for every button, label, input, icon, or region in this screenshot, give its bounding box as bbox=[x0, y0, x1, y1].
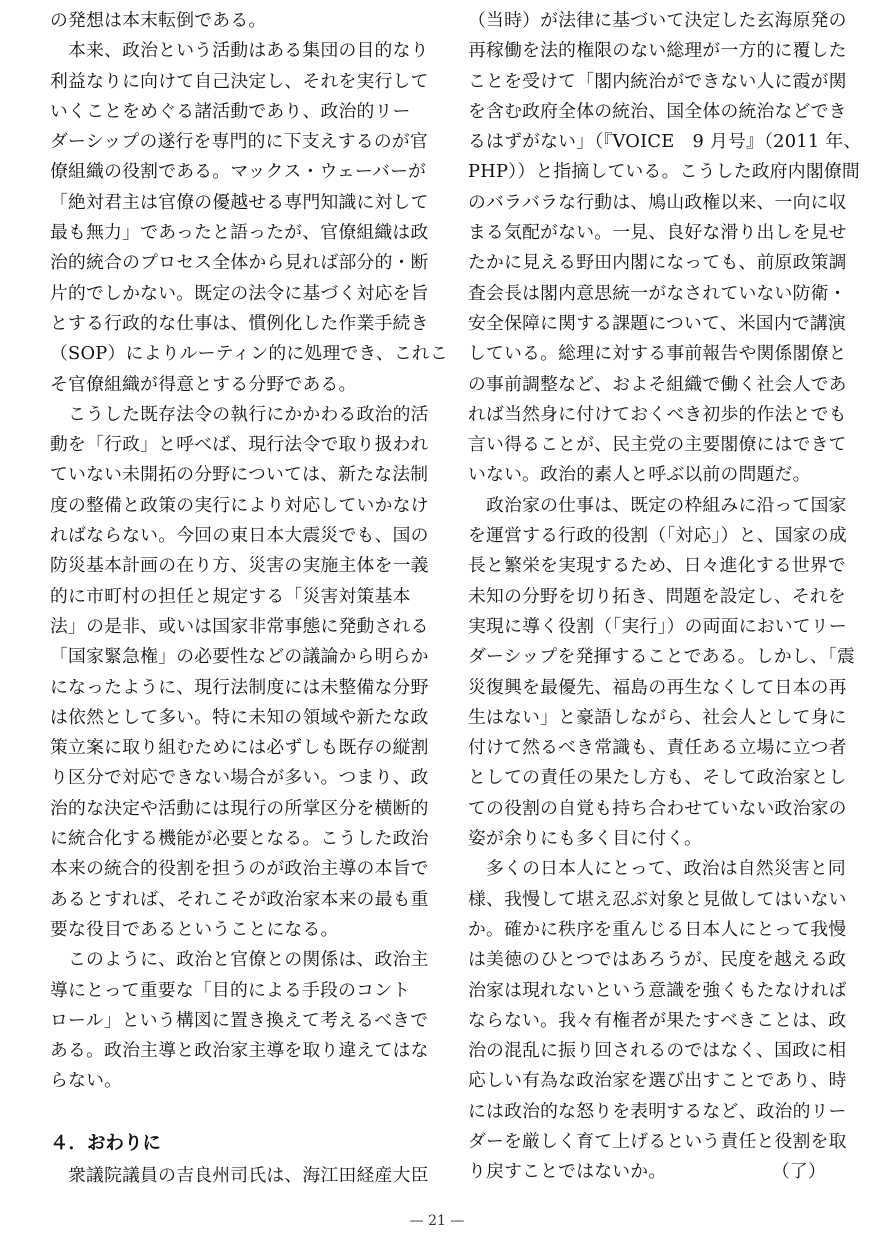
text-line: いない。政治的素人と呼ぶ以前の問題だ。 bbox=[468, 464, 811, 486]
right-column bbox=[468, 6, 862, 1188]
text-line: 動を「行政」と呼べば、現行法令で取り扱われ bbox=[50, 434, 429, 456]
text-line: の事前調整など、およそ組織で働く社会人であ bbox=[468, 373, 847, 395]
text-line: 導にとって重要な「目的による手段のコント bbox=[50, 979, 411, 1001]
text-line: ダーシップの遂行を専門的に下支えするのが官 bbox=[50, 131, 428, 153]
text-line: 僚組織の役割である。マックス・ウェーバーが bbox=[50, 161, 427, 183]
text-line: 「国家緊急権」の必要性などの議論から明らか bbox=[50, 646, 429, 668]
text-line: は美徳のひとつではあろうが、民度を越える政 bbox=[468, 949, 847, 971]
text-line: している。総理に対する事前報告や関係閣僚と bbox=[468, 343, 847, 365]
text-line: に統合化する機能が必要となる。こうした政治 bbox=[50, 828, 429, 850]
text-line: 「絶対君主は官僚の優越せる専門知識に対して bbox=[50, 191, 429, 213]
text-line: 長と繁栄を実現するため、日々進化する世界で bbox=[468, 555, 846, 577]
text-line: いくことをめぐる諸活動であり、政治的リー bbox=[50, 100, 411, 122]
text-line: （当時）が法律に基づいて決定した玄海原発の bbox=[468, 10, 847, 31]
text-line: 片的でしかない。既定の法令に基づく対応を旨 bbox=[50, 282, 429, 304]
text-line: 生はない」と豪語しながら、社会人として身に bbox=[468, 706, 847, 728]
page-number: — 21 — bbox=[409, 1213, 465, 1229]
text-line: 本来の統合的役割を担うのが政治主導の本旨で bbox=[50, 858, 429, 880]
text-line: のバラバラな行動は、鳩山政権以来、一向に収 bbox=[468, 191, 847, 213]
text-line: 再稼働を法的権限のない総理が一方的に覆した bbox=[468, 40, 847, 62]
paragraph bbox=[468, 6, 862, 491]
text-line: 的に市町村の担任と規定する「災害対策基本 bbox=[50, 585, 411, 607]
text-line: まる気配がない。一見、良好な滑り出しを見せ bbox=[468, 222, 847, 244]
text-line: は依然として多い。特に未知の領域や新たな政 bbox=[50, 706, 429, 728]
text-line: としての責任の果たし方も、そして政治家とし bbox=[468, 767, 847, 789]
text-line: 政治家の仕事は、既定の枠組みに沿って国家 bbox=[486, 494, 847, 516]
paragraph bbox=[468, 491, 856, 855]
text-line: の発想は本末転倒である。 bbox=[50, 10, 267, 31]
section-gap bbox=[50, 1097, 416, 1127]
text-line: 治の混乱に振り回されるのではなく、国政に相 bbox=[468, 1040, 847, 1062]
text-line: 査会長は閣内意思統一がなされていない防衛・ bbox=[468, 282, 847, 304]
text-line: らない。 bbox=[50, 1070, 123, 1092]
text-line: 治的な決定や活動には現行の所掌区分を横断的 bbox=[50, 797, 429, 819]
text-line: 付けて然るべき常識も、責任ある立場に立つ者 bbox=[468, 737, 847, 759]
text-line: には政治的な怒りを表明するなど、政治的リー bbox=[468, 1100, 847, 1122]
text-line: たかに見える野田内閣になっても、前原政策調 bbox=[468, 252, 847, 274]
text-line: 最も無力」であったと語ったが、官僚組織は政 bbox=[50, 222, 429, 244]
text-line: ればならない。今回の東日本大震災でも、国の bbox=[50, 525, 429, 547]
text-line: このように、政治と官僚との関係は、政治主 bbox=[68, 949, 429, 971]
text-line: り区分で対応できない場合が多い。つまり、政 bbox=[50, 767, 429, 789]
text-line: PHP））と指摘している。こうした政府内閣僚間 bbox=[468, 161, 860, 183]
end-mark: （了） bbox=[771, 1161, 826, 1183]
paragraph bbox=[50, 945, 429, 1096]
text-line: 言い得ることが、民主党の主要閣僚にはできて bbox=[468, 434, 847, 456]
text-line: 様、我慢して堪え忍ぶ対象と見做してはいない bbox=[468, 888, 847, 910]
paragraph bbox=[50, 6, 416, 36]
text-line: 利益なりに向けて自己決定し、それを実行して bbox=[50, 70, 429, 92]
paragraph bbox=[50, 1161, 429, 1191]
paragraph bbox=[50, 36, 448, 400]
text-line: 応しい有為な政治家を選び出すことであり、時 bbox=[468, 1070, 847, 1092]
text-line: 未知の分野を切り拓き、問題を設定し、それを bbox=[468, 585, 846, 607]
text-line: （SOP）によりルーティン的に処理でき、これこ bbox=[50, 343, 448, 365]
text-line: ていない未開拓の分野については、新たな法制 bbox=[50, 464, 429, 486]
closing-text: り戻すことではないか。 bbox=[468, 1161, 667, 1183]
text-line: 度の整備と政策の実行により対応していかなけ bbox=[50, 494, 429, 516]
text-line: れば当然身に付けておくべき初歩的作法とでも bbox=[468, 403, 847, 425]
text-line: 法」の是非、或いは国家非常事態に発動される bbox=[50, 615, 429, 637]
text-line: 災復興を最優先、福島の再生なくして日本の再 bbox=[468, 676, 847, 698]
closing-line bbox=[468, 1157, 834, 1187]
text-line: になったように、現行法制度には未整備な分野 bbox=[50, 676, 429, 698]
text-line: 治家は現れないという意識を強くもたなければ bbox=[468, 979, 847, 1001]
text-line: ての役割の自覚も持ち合わせていない政治家の bbox=[468, 797, 847, 819]
section-heading: ４．おわりに bbox=[50, 1132, 162, 1154]
paragraph bbox=[468, 854, 847, 1157]
paragraph bbox=[50, 400, 429, 945]
text-line: ダーシップを発揮することである。しかし、「震 bbox=[468, 646, 856, 668]
text-line: 本来、政治という活動はある集団の目的なり bbox=[68, 40, 429, 62]
text-line: 要な役目であるということになる。 bbox=[50, 918, 339, 940]
text-line: を運営する行政的役割（「対応」）と、国家の成 bbox=[468, 525, 847, 547]
text-line: るはずがない」（『VOICE 9 月号』（2011 年、 bbox=[468, 131, 862, 153]
text-line: ことを受けて「閣内統治ができない人に霞が関 bbox=[468, 70, 847, 92]
left-column bbox=[50, 6, 448, 1191]
text-line: 実現に導く役割（「実行」）の両面においてリー bbox=[468, 615, 847, 637]
text-line: とする行政的な仕事は、慣例化した作業手続き bbox=[50, 312, 429, 334]
text-line: ダーを厳しく育て上げるという責任と役割を取 bbox=[468, 1130, 847, 1152]
text-line: ある。政治主導と政治家主導を取り違えてはな bbox=[50, 1040, 429, 1062]
text-line: を含む政府全体の統治、国全体の統治などでき bbox=[468, 100, 847, 122]
text-line: 防災基本計画の在り方、災害の実施主体を一義 bbox=[50, 555, 429, 577]
text-line: 安全保障に関する課題について、米国内で講演 bbox=[468, 312, 846, 334]
text-line: 策立案に取り組むためには必ずしも既存の縦割 bbox=[50, 737, 429, 759]
text-line: こうした既存法令の執行にかかわる政治的活 bbox=[68, 403, 429, 425]
text-line: ならない。我々有権者が果たすべきことは、政 bbox=[468, 1009, 847, 1031]
text-line: 姿が余りにも多く目に付く。 bbox=[468, 828, 703, 850]
text-line: か。確かに秩序を重んじる日本人にとって我慢 bbox=[468, 918, 847, 940]
text-line: 多くの日本人にとって、政治は自然災害と同 bbox=[486, 858, 846, 880]
text-line: 治的統合のプロセス全体から見れば部分的・断 bbox=[50, 252, 429, 274]
text-line: あるとすれば、それこそが政治家本来の最も重 bbox=[50, 888, 429, 910]
text-line: ロール」という構図に置き換えて考えるべきで bbox=[50, 1009, 429, 1031]
text-line: そ官僚組織が得意とする分野である。 bbox=[50, 373, 357, 395]
text-line: 衆議院議員の吉良州司氏は、海江田経産大臣 bbox=[68, 1164, 429, 1186]
